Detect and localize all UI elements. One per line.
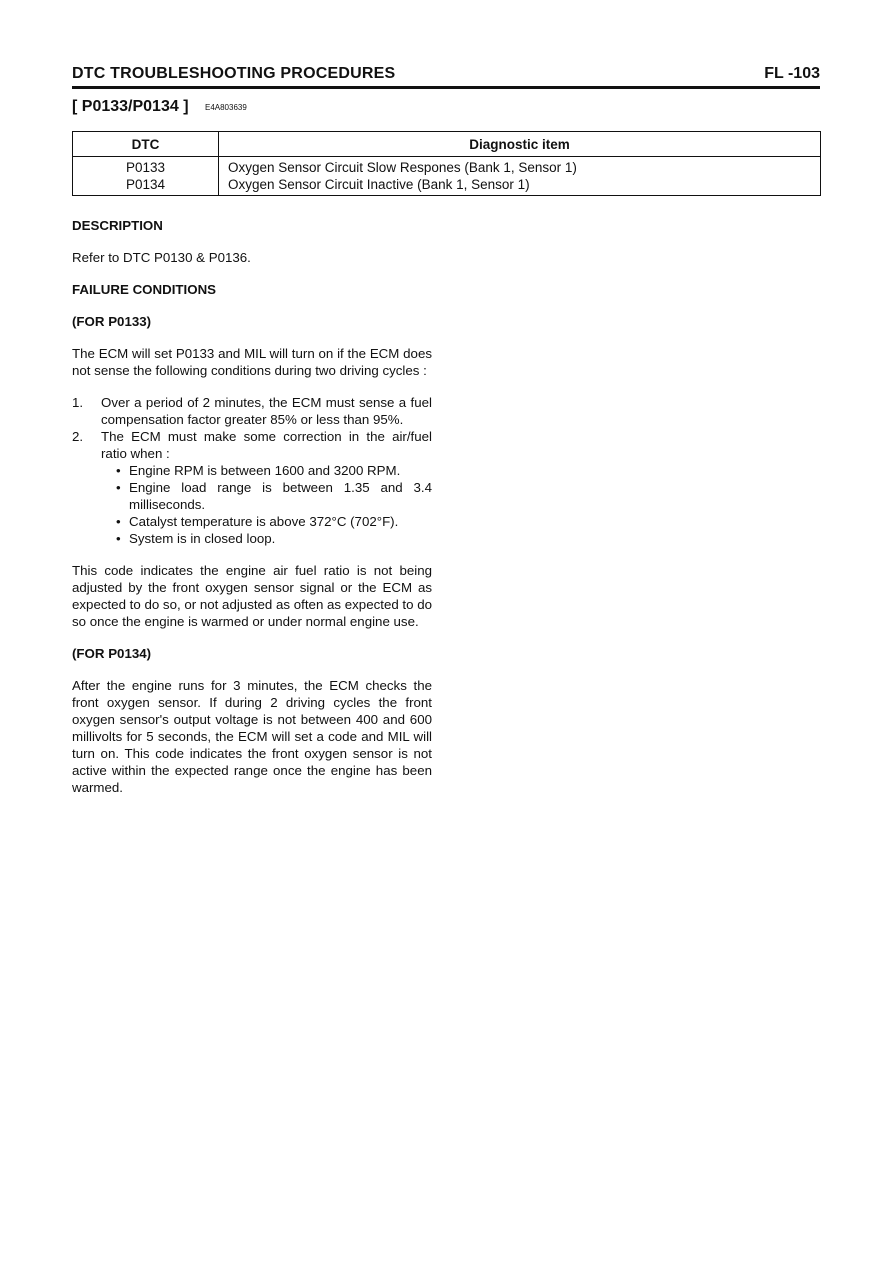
list-number: 1. [72,395,84,410]
bullet-text: System is in closed loop. [129,531,276,546]
dtc-code-heading [72,98,247,120]
bullet-icon: • [116,480,121,495]
table-header-row [73,132,821,157]
bullet-icon: • [116,514,121,529]
bullet-icon: • [116,531,121,546]
bullet-text: Engine RPM is between 1600 and 3200 RPM. [129,463,401,478]
bullet-item [101,530,432,547]
list-item [72,428,432,547]
table-row [73,176,821,196]
bullet-icon: • [116,463,121,478]
dtc-cell: P0133 [73,157,219,177]
dtc-cell: P0134 [73,176,219,196]
bullet-item [101,462,432,479]
bullet-item [101,479,432,513]
p0133-summary: This code indicates the engine air fuel ratio is not being adjusted by the front oxygen sensor signal or the ECM as expected to do so, or not adjusted as often as expected to do so once the engine is warmed or under normal engine use. [72,563,433,629]
failure-conditions-heading: FAILURE CONDITIONS [72,282,217,297]
section-title: DTC TROUBLESHOOTING PROCEDURES [72,65,396,82]
diagnostic-item-cell: Oxygen Sensor Circuit Slow Respones (Bank 1, Sensor 1) [219,157,821,177]
dtc-codes: [ P0133/P0134 ] [72,98,189,115]
list-item [72,394,432,428]
list-item-text: The ECM must make some correction in the air/fuel ratio when : [101,429,432,461]
bullet-item [101,513,432,530]
reference-code: E4A803639 [204,103,247,112]
description-text: Refer to DTC P0130 & P0136. [72,250,251,265]
p0134-text: After the engine runs for 3 minutes, the ECM checks the front oxygen sensor. If during 2 driving cycles the front oxygen sensor's output voltage is not between 400 and 600 millivolts for 5 seconds, the ECM will set a code and MIL will turn on. This code indicates the front oxygen sensor is not active within the expected range once the engine has been warmed. [72,678,432,795]
description-heading: DESCRIPTION [72,218,163,233]
p0133-intro: The ECM will set P0133 and MIL will turn on if the ECM does not sense the following conditions during two driving cycles : [72,346,432,378]
table-row [73,157,821,177]
p0133-heading: (FOR P0133) [72,314,152,329]
condition-list [72,394,432,547]
column-header-dtc: DTC [73,132,219,157]
list-number: 2. [72,429,84,444]
bullet-list [101,462,432,547]
dtc-table [72,131,821,196]
column-header-diagnostic-item: Diagnostic item [219,132,821,157]
page-number: FL -103 [764,65,820,82]
document-body [72,217,432,811]
bullet-text: Engine load range is between 1.35 and 3.4 milliseconds. [129,480,432,512]
list-item-text: Over a period of 2 minutes, the ECM must sense a fuel compensation factor greater 85% or less than 95%. [101,395,432,427]
p0134-heading: (FOR P0134) [72,646,152,661]
diagnostic-item-cell: Oxygen Sensor Circuit Inactive (Bank 1, Sensor 1) [219,176,821,196]
bullet-text: Catalyst temperature is above 372°C (702°F). [129,514,399,529]
page-header [72,64,820,89]
